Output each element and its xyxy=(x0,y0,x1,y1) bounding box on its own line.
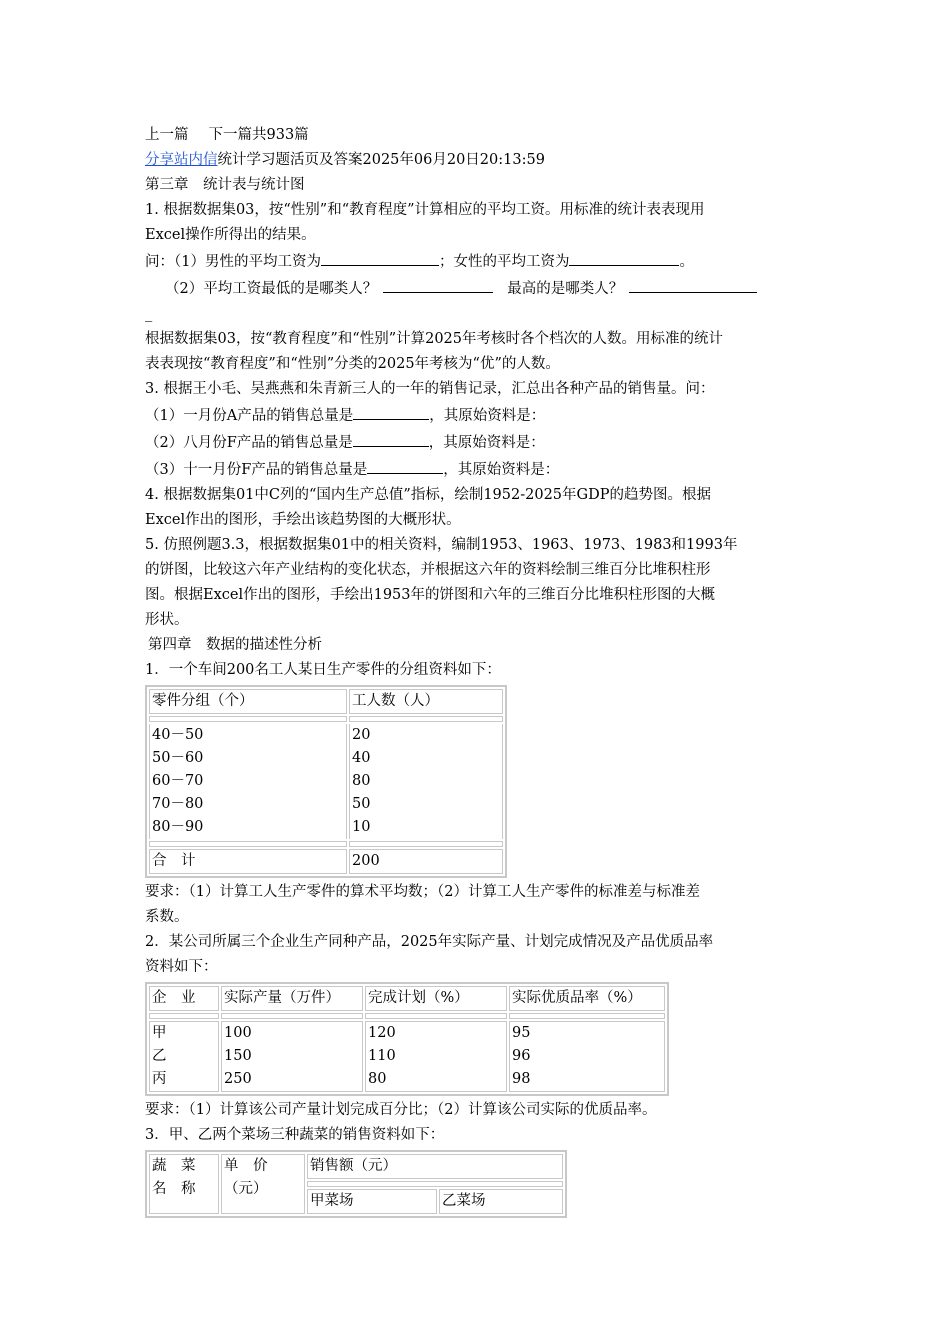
table-header-cell: 工人数（人） xyxy=(349,689,503,714)
table-header-cell: 完成计划（%） xyxy=(365,986,507,1011)
table-header-row xyxy=(149,986,665,1011)
chapter4-title: 第四章 数据的描述性分析 xyxy=(148,637,322,653)
answer-blank[interactable] xyxy=(321,248,439,266)
ch3-q4-line2: Excel作出的图形，手绘出该趋势图的大概形状。 xyxy=(145,512,461,528)
ch3-q3-a: （1）一月份A产品的销售总量是 ，其原始资料是： xyxy=(145,402,810,429)
ch3-q1-line2: Excel操作所得出的结果。 xyxy=(145,227,316,243)
ch3-q5-line1: 5. 仿照例题3.3，根据数据集01中的相关资料，编制1953、1963、1973、1983和1993年 xyxy=(145,537,738,553)
vegetable-sales-table xyxy=(145,1150,567,1218)
ch3-q5-line2: 的饼图，比较这六年产业结构的变化状态，并根据这六年的资料绘制三维百分比堆积柱形 xyxy=(145,562,711,578)
doc-title: 统计学习题活页及答案2025年06月20日20:13:59 xyxy=(217,152,545,168)
prev-article-link[interactable]: 上一篇 xyxy=(145,127,189,143)
answer-blank[interactable] xyxy=(629,275,757,293)
ch3-q2-line1: 根据数据集03，按“教育程度”和“性别”计算2025年考核时各个档次的人数。用标准的统计 xyxy=(145,331,724,347)
document-page xyxy=(145,123,810,1220)
table-header-cell: 甲菜场 xyxy=(307,1189,437,1214)
table-header-cell: 实际产量（万件） xyxy=(221,986,363,1011)
table-row: 40－50 50－60 60－70 70－80 80－90 20 40 80 50 10 xyxy=(149,724,503,839)
ch4-p2-line1: 2．某公司所属三个企业生产同种产品，2025年实际产量、计划完成情况及产品优质品率 xyxy=(145,934,714,950)
ch4-p2-req: 要求：（1）计算该公司产量计划完成百分比；（2）计算该公司实际的优质品率。 xyxy=(145,1102,657,1118)
ch3-q1-tail: _ xyxy=(145,306,153,322)
ch4-p1-req-line1: 要求：（1）计算工人生产零件的算术平均数；（2）计算工人生产零件的标准差与标准差 xyxy=(145,884,700,900)
table-header-row xyxy=(149,689,503,714)
answer-blank[interactable] xyxy=(353,429,429,447)
ch4-p3-intro: 3．甲、乙两个菜场三种蔬菜的销售资料如下： xyxy=(145,1127,445,1143)
ch4-p2-line2: 资料如下： xyxy=(145,959,218,975)
table-header-cell: 企 业 xyxy=(149,986,219,1011)
parts-grouping-table xyxy=(145,685,507,878)
table-header-row xyxy=(149,1154,563,1179)
enterprise-output-table xyxy=(145,982,669,1096)
ch3-q1-line1: 1. 根据数据集03，按“性别”和“教育程度”计算相应的平均工资。用标准的统计表表现用 xyxy=(145,202,705,218)
nav-bar xyxy=(145,123,810,148)
answer-blank[interactable] xyxy=(569,248,679,266)
ch3-q3-b: （2）八月份F产品的销售总量是 ，其原始资料是： xyxy=(145,429,810,456)
ch3-q2-line2: 表表现按“教育程度”和“性别”分类的2025年考核为“优”的人数。 xyxy=(145,356,560,372)
table-header-cell: 实际优质品率（%） xyxy=(509,986,665,1011)
ch4-p1-intro: 1．一个车间200名工人某日生产零件的分组资料如下： xyxy=(145,662,501,678)
table-header-cell: 单 价 （元） xyxy=(221,1154,305,1214)
ch3-q5-line3: 图。根据Excel作出的图形，手绘出1953年的饼图和六年的三维百分比堆积柱形图的大概 xyxy=(145,587,715,603)
share-message-link[interactable]: 分享站内信 xyxy=(145,152,218,168)
answer-blank[interactable] xyxy=(353,402,429,420)
chapter3-title: 第三章 统计表与统计图 xyxy=(145,177,305,193)
ch3-q3-c: （3）十一月份F产品的销售总量是 ，其原始资料是： xyxy=(145,456,810,483)
ch3-q4-line1: 4. 根据数据集01中C列的“国内生产总值”指标，绘制1952-2025年GDP的趋势图。根据 xyxy=(145,487,711,503)
next-article-link[interactable]: 下一篇共933篇 xyxy=(208,127,309,143)
table-total-row: 合 计 200 xyxy=(149,849,503,874)
ch3-q5-line4: 形状。 xyxy=(145,612,189,628)
answer-blank[interactable] xyxy=(383,275,493,293)
ch3-q1-ask1: 问：（1）男性的平均工资为 ；女性的平均工资为 。 xyxy=(145,248,810,275)
ch3-q3-intro: 3. 根据王小毛、吴燕燕和朱青新三人的一年的销售记录，汇总出各种产品的销售量。问： xyxy=(145,381,715,397)
table-header-cell: 蔬 菜 名 称 xyxy=(149,1154,219,1214)
table-row: 甲 乙 丙 100 150 250 120 110 80 95 96 98 xyxy=(149,1021,665,1092)
table-header-cell: 零件分组（个） xyxy=(149,689,347,714)
answer-blank[interactable] xyxy=(367,456,443,474)
doc-header xyxy=(145,148,810,173)
table-header-cell: 乙菜场 xyxy=(439,1189,563,1214)
ch4-p1-req-line2: 系数。 xyxy=(145,909,189,925)
ch3-q1-ask2: （2）平均工资最低的是哪类人？ 最高的是哪类人？ xyxy=(145,275,810,302)
table-header-cell: 销售额（元） xyxy=(307,1154,563,1179)
